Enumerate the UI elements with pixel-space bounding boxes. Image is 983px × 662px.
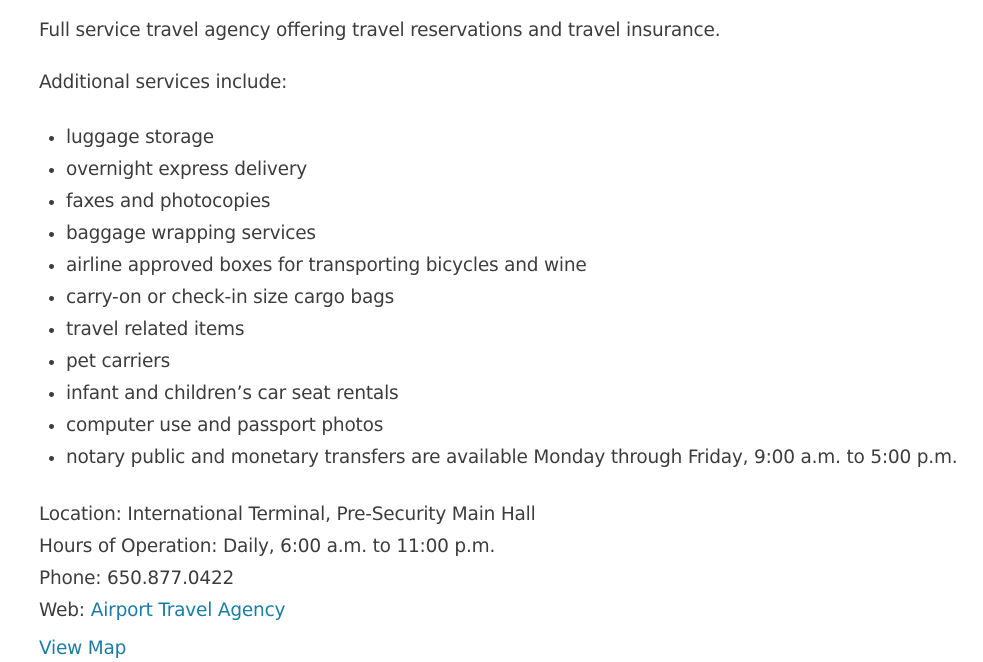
service-item: • luggage storage bbox=[66, 122, 979, 154]
service-item: • carry-on or check-in size cargo bags bbox=[66, 282, 979, 314]
airport-travel-agency-link[interactable]: Airport Travel Agency bbox=[90, 600, 286, 621]
service-item: • overnight express delivery bbox=[66, 154, 979, 186]
service-item: • faxes and photocopies bbox=[66, 186, 979, 218]
service-item: • infant and children’s car seat rentals bbox=[66, 378, 979, 410]
service-item: • travel related items bbox=[66, 314, 979, 346]
services-list bbox=[39, 122, 979, 474]
agency-description bbox=[39, 18, 979, 627]
web-row bbox=[39, 595, 979, 627]
service-item: • airline approved boxes for transporting bicycles and wine bbox=[66, 250, 979, 282]
services-heading: Additional services include: bbox=[39, 72, 288, 93]
web-label: Web: bbox=[39, 600, 85, 621]
service-item: • notary public and monetary transfers are available Monday through Friday, 9:00 a.m. to 5:00 p.m. bbox=[66, 442, 979, 474]
service-item: • baggage wrapping services bbox=[66, 218, 979, 250]
contact-details bbox=[39, 499, 979, 627]
intro-text: Full service travel agency offering travel reservations and travel insurance. bbox=[39, 20, 721, 41]
hours-text: Hours of Operation: Daily, 6:00 a.m. to 11:00 p.m. bbox=[39, 536, 496, 557]
service-item: • computer use and passport photos bbox=[66, 410, 979, 442]
location-text: Location: International Terminal, Pre-Security Main Hall bbox=[39, 504, 536, 525]
view-map-link[interactable]: View Map bbox=[39, 638, 127, 659]
service-item: • pet carriers bbox=[66, 346, 979, 378]
phone-text: Phone: 650.877.0422 bbox=[39, 568, 235, 589]
